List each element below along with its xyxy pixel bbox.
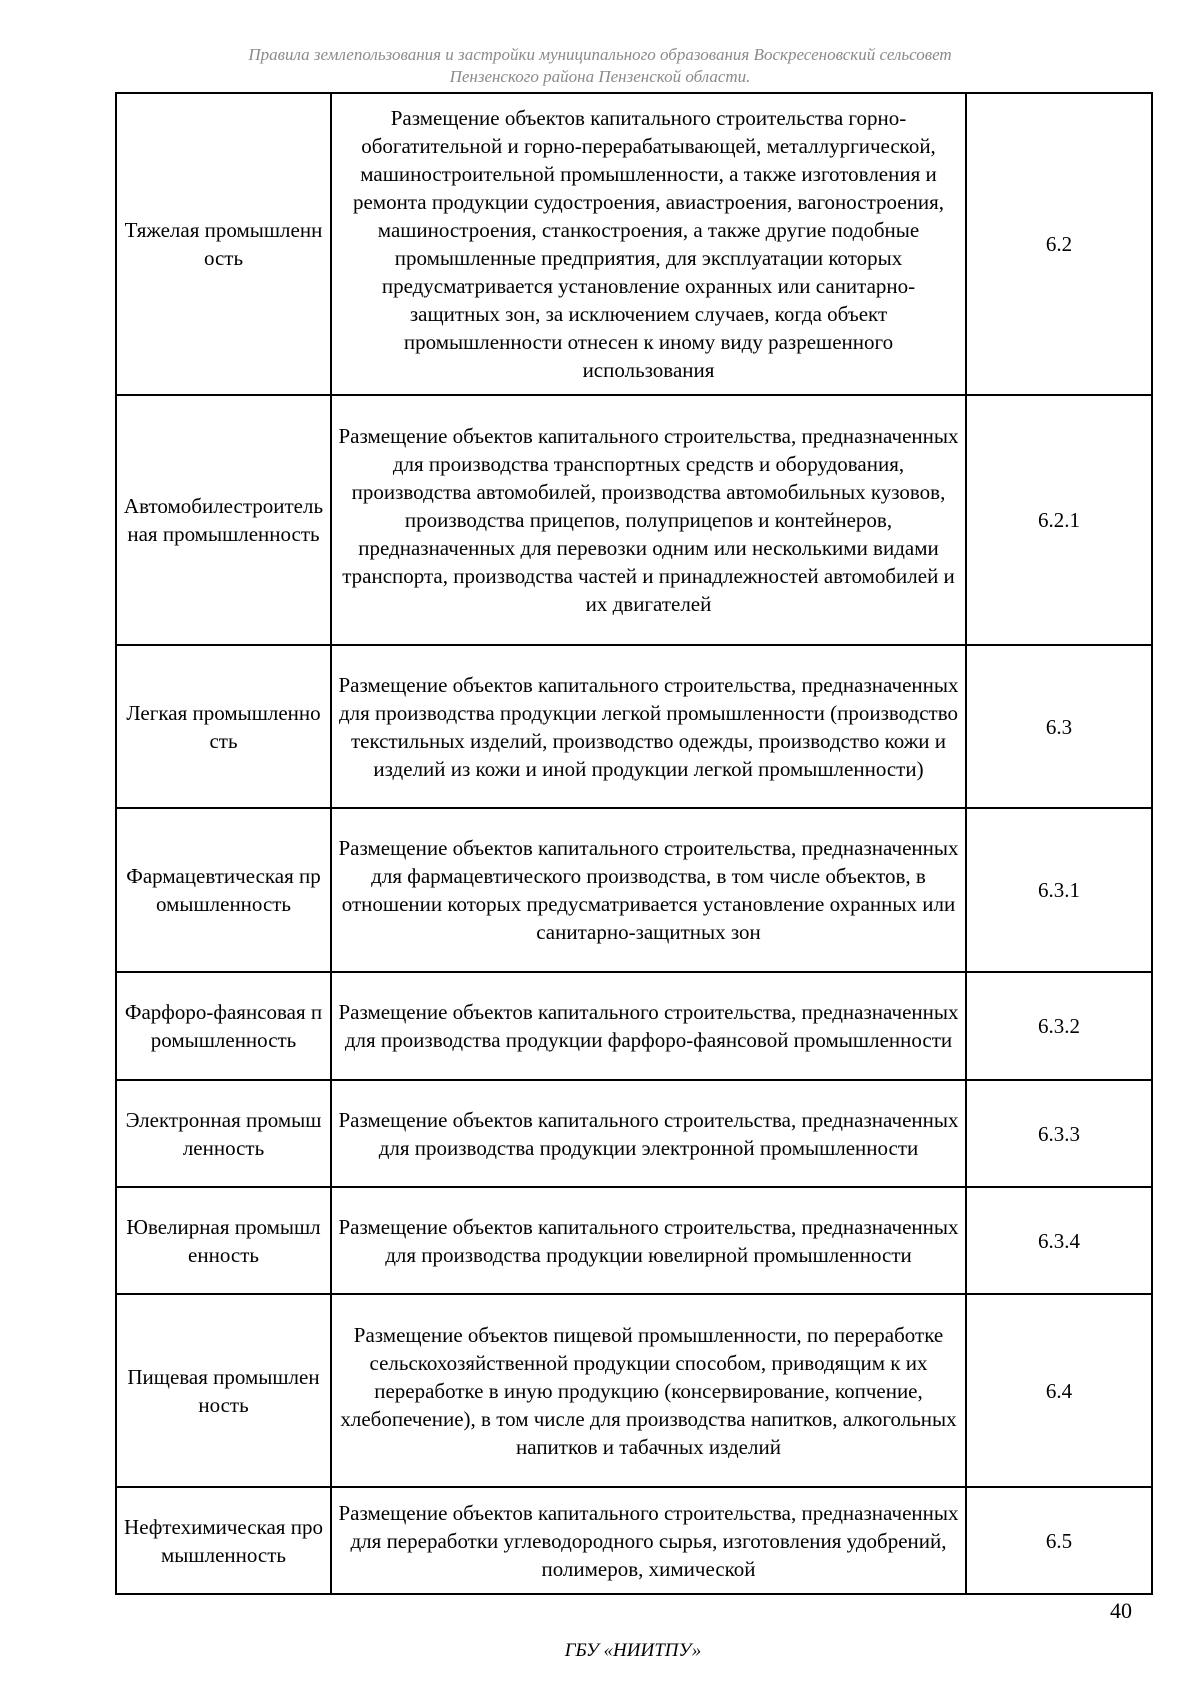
table-row (116, 1080, 1152, 1187)
use-name-cell: Пищевая промышленность (116, 1294, 331, 1487)
use-name-cell: Легкая промышленность (116, 645, 331, 808)
use-code-cell: 6.2.1 (966, 395, 1152, 645)
use-name-cell: Электронная промышленность (116, 1080, 331, 1187)
use-code-cell: 6.2 (966, 93, 1152, 395)
use-name-cell: Тяжелая промышленность (116, 93, 331, 395)
use-description-cell: Размещение объектов капитального строительства, предназначенных для переработки углеводородного сырья, изготовления удобрений, полимеров, химической (331, 1487, 966, 1594)
use-description-cell: Размещение объектов пищевой промышленности, по переработке сельскохозяйственной продукции способом, приводящим к их переработке в иную продукцию (консервирование, копчение, хлебопечение), в том числе для производства напитков, алкогольных напитков и табачных изделий (331, 1294, 966, 1487)
table-row (116, 1487, 1152, 1594)
use-code-cell: 6.3.1 (966, 808, 1152, 972)
use-code-cell: 6.3.3 (966, 1080, 1152, 1187)
table-row (116, 1187, 1152, 1294)
table-row (116, 645, 1152, 808)
table-row (116, 395, 1152, 645)
use-name-cell: Нефтехимическая промышленность (116, 1487, 331, 1594)
use-code-cell: 6.3.4 (966, 1187, 1152, 1294)
land-use-table (115, 92, 1153, 1595)
header-line-2: Пензенского района Пензенской области. (449, 67, 751, 86)
use-code-cell: 6.5 (966, 1487, 1152, 1594)
table-row (116, 972, 1152, 1080)
use-name-cell: Фарфоро-фаянсовая промышленность (116, 972, 331, 1080)
use-description-cell: Размещение объектов капитального строительства, предназначенных для производства продукции фарфоро-фаянсовой промышленности (331, 972, 966, 1080)
page-footer: ГБУ «НИИТПУ» (564, 1640, 702, 1661)
use-description-cell: Размещение объектов капитального строительства горно-обогатительной и горно-перерабатывающей, металлургической, машиностроительной промышленности, а также изготовления и ремонта продукции судостроения, авиастроения, вагоностроения, машиностроения, станкостроения, а также другие подобные промышленные предприятия, для эксплуатации которых предусматривается установление охранных или санитарно-защитных зон, за исключением случаев, когда объект промышленности отнесен к иному виду разрешенного использования (331, 93, 966, 395)
use-description-cell: Размещение объектов капитального строительства, предназначенных для фармацевтического производства, в том числе объектов, в отношении которых предусматривается установление охранных или санитарно-защитных зон (331, 808, 966, 972)
table-row (116, 1294, 1152, 1487)
page-header (120, 44, 1080, 88)
table-row (116, 93, 1152, 395)
use-description-cell: Размещение объектов капитального строительства, предназначенных для производства транспортных средств и оборудования, производства автомобилей, производства автомобильных кузовов, производства прицепов, полуприцепов и контейнеров, предназначенных для перевозки одним или несколькими видами транспорта, производства частей и принадлежностей автомобилей и их двигателей (331, 395, 966, 645)
table-row (116, 808, 1152, 972)
use-name-cell: Ювелирная промышленность (116, 1187, 331, 1294)
use-name-cell: Автомобилестроительная промышленность (116, 395, 331, 645)
use-description-cell: Размещение объектов капитального строительства, предназначенных для производства продукции легкой промышленности (производство текстильных изделий, производство одежды, производство кожи и изделий из кожи и иной продукции легкой промышленности) (331, 645, 966, 808)
use-description-cell: Размещение объектов капитального строительства, предназначенных для производства продукции электронной промышленности (331, 1080, 966, 1187)
use-code-cell: 6.3 (966, 645, 1152, 808)
header-line-1: Правила землепользования и застройки муниципального образования Воскресеновский сельсовет (248, 45, 952, 64)
use-code-cell: 6.4 (966, 1294, 1152, 1487)
use-description-cell: Размещение объектов капитального строительства, предназначенных для производства продукции ювелирной промышленности (331, 1187, 966, 1294)
use-name-cell: Фармацевтическая промышленность (116, 808, 331, 972)
page-number: 40 (1110, 1598, 1132, 1623)
use-code-cell: 6.3.2 (966, 972, 1152, 1080)
